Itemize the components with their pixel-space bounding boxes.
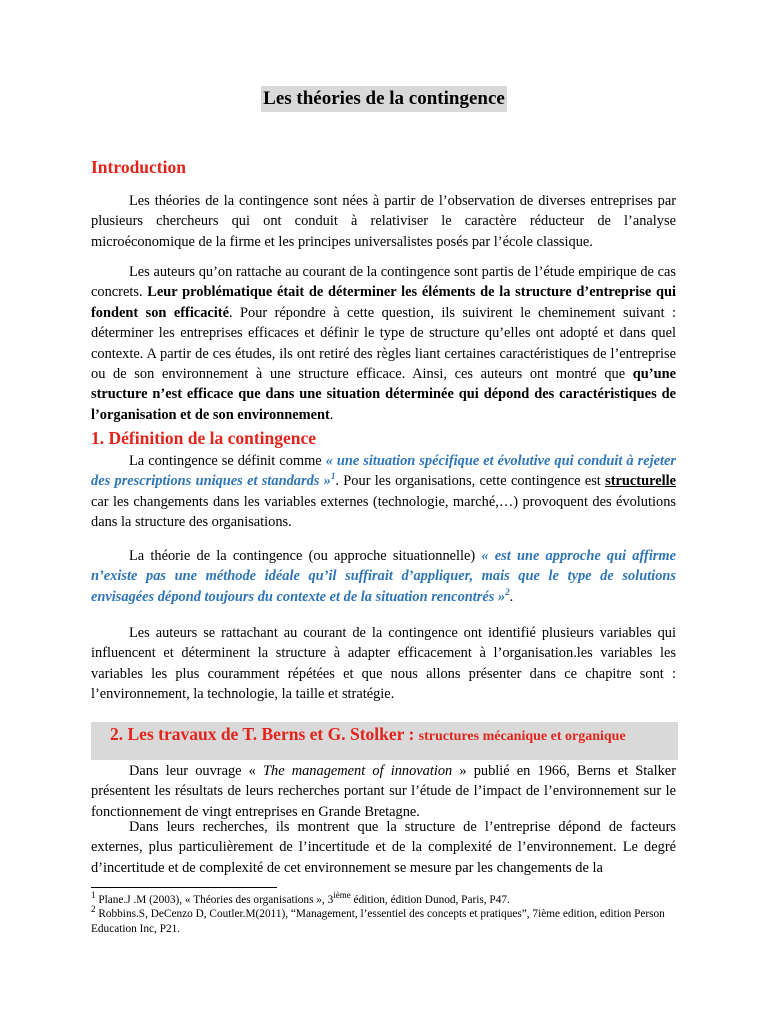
section-2-paragraph-2: Dans leurs recherches, ils montrent que la structure de l’entreprise dépond de facteurs externes, plus particulièrement de l’incertitude et de la complexité de l’environnement. Le degré d’incertitude et de complexité de cet environnement se mesure par les changements de la: [91, 819, 676, 876]
footnote-ref-2: 2: [505, 587, 510, 598]
footnote-1-text-b: édition, édition Dunod, Paris, P47.: [350, 894, 510, 906]
footnote-1-text-a: Plane.J .M (2003), « Théories des organisations », 3: [95, 894, 334, 906]
section-1-paragraph-2: [91, 546, 676, 607]
s1-p1-text-b: . Pour les organisations, cette contingence est: [335, 473, 606, 490]
s1-p1-text-c: car les changements dans les variables externes (technologie, marché,…) provoquent des évolutions dans la structure des organisations.: [91, 493, 676, 531]
section-2-heading-main: 2. Les travaux de T. Berns et G. Stolker :: [110, 724, 419, 744]
intro-p2-bold-problematic: Leur problématique était de déterminer les éléments de la structure d’entreprise qui fondent son efficacité: [91, 284, 676, 321]
section-1-paragraph-1: [91, 451, 676, 533]
s1-p1-underlined-structurelle: structurelle: [605, 473, 676, 490]
intro-p2-text-a: Les auteurs qu’on rattache au courant de la contingence sont partis de l’étude empirique de cas concrets.: [91, 264, 676, 301]
section-1-paragraph-3: Les auteurs se rattachant au courant de la contingence ont identifié plusieurs variables qui influencent et déterminent la structure à adapter efficacement à l’organisation.les variables les variables les plus couramment répétées et que nous allons présenter dans ce chapitre sont : l’environnement, la technologie, la taille et stratégie.: [91, 625, 676, 703]
intro-p2-text-c: . Pour répondre à cette question, ils suivirent le cheminement suivant : déterminer les entreprises efficaces et définir le type de structure qu’elles ont adopté et dans quel contexte. A partir de ces études, ils ont retiré des règles liant certaines caractéristiques de l’entreprise ou de son environnement à une structure efficace. Ainsi, ces auteurs ont montré que: [91, 304, 676, 383]
s2-p1-book-title: The management of innovation: [263, 763, 453, 779]
section-1-heading: 1. Définition de la contingence: [91, 428, 317, 448]
footnote-2-number: 2: [91, 904, 96, 915]
intro-p2-text-e: .: [329, 406, 334, 423]
s1-p1-text-a: La contingence se définit comme: [129, 453, 326, 469]
title-wrap: [0, 86, 768, 112]
s1-p2-text-b: .: [509, 588, 514, 605]
s2-p1-text-b: » publié en 1966, Berns et Stalker présentent les résultats de leurs recherches portant sur l’étude de l’impact de l’environnement sur le fonctionnement de vingt entreprises en Grande Bretagne.: [91, 763, 676, 820]
footnote-2: [91, 904, 681, 936]
s1-p2-text-a: La théorie de la contingence (ou approche situationnelle): [129, 548, 482, 564]
introduction-heading: Introduction: [91, 157, 186, 177]
s1-p1-quote: « une situation spécifique et évolutive qui conduit à rejeter des prescriptions uniques et standards »: [91, 453, 676, 490]
intro-paragraph-2: [91, 262, 676, 425]
intro-paragraph-1: Les théories de la contingence sont nées à partir de l’observation de diverses entreprises par plusieurs chercheurs qui ont conduit à relativiser le caractère réducteur de l’analyse microéconomique de la firme et les principes universalistes posés par l’école classique.: [91, 193, 676, 250]
section-2-heading: [110, 724, 626, 747]
footnote-1-number: 1: [91, 890, 96, 901]
footnote-1-sup: ième: [333, 890, 351, 901]
document-title: Les théories de la contingence: [261, 86, 507, 112]
footnote-separator: [91, 887, 277, 888]
footnote-2-text-a: Robbins.S, DeCenzo D, Coutler.M(2011), “Management, l’essentiel des concepts et pratiques”, 7ième edition, edition Person Education Inc, P21.: [91, 908, 665, 935]
s1-p2-quote: « est une approche qui affirme n’existe pas une méthode idéale qu’il suffirait d’appliquer, mais que le type de solutions envisagées dépond toujours du contexte et de la situation rencontrés »: [91, 548, 676, 605]
s2-p1-text-a: Dans leur ouvrage «: [129, 763, 263, 779]
section-2-heading-sub: structures mécanique et organique: [418, 729, 626, 744]
footnote-1: [91, 890, 691, 908]
intro-p2-bold-conclusion: qu’une structure n’est efficace que dans une situation déterminée qui dépond des caractéristiques de l’organisation et de son environnement: [91, 366, 676, 423]
footnote-ref-1: 1: [330, 471, 336, 482]
section-2-paragraph-1: [91, 761, 676, 822]
